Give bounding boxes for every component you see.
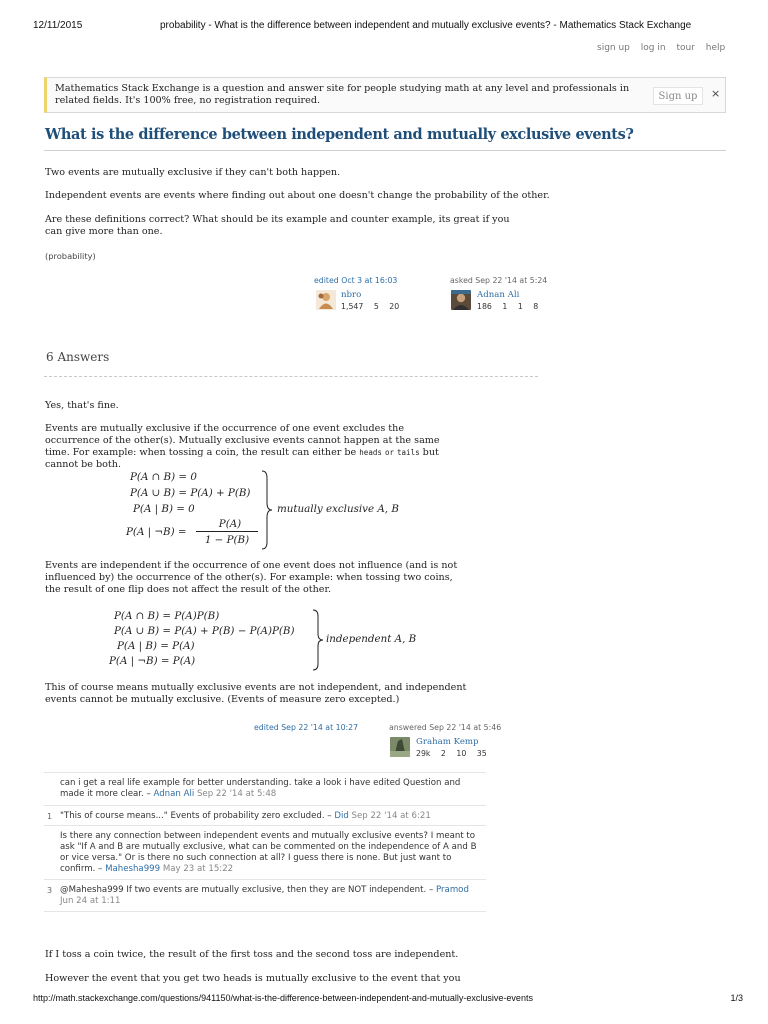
comment-score: 1 — [47, 812, 53, 821]
banner-signup-button[interactable]: Sign up — [653, 87, 703, 105]
answer1-paragraph-4: This of course means mutually exclusive events are not independent, and independent events cannot be mutually exclusive. (Events of measure zero excepted.) — [45, 682, 467, 705]
comment-separator — [44, 805, 486, 806]
comment-text: Is there any connection between independent events and mutually exclusive events? I meant to ask "If A and B are mutually exclusive, what can be commented on the independence of A and B or vice versa." Or is there no such connection at all? I guess there is none. But just want to confirm. – — [60, 831, 477, 874]
eq1-label: mutually exclusive A, B — [277, 503, 399, 515]
eq1-line4-numerator: P(A) — [218, 518, 242, 530]
answerer-avatar-image — [390, 737, 410, 757]
editor-username[interactable]: nbro — [341, 290, 362, 300]
answer1-edited-label[interactable]: edited Sep 22 '14 at 10:27 — [254, 723, 359, 732]
asker-reputation — [477, 302, 538, 311]
eq1-right-brace-icon — [260, 470, 274, 550]
comment-text: @Mahesha999 If two events are mutually exclusive, then they are NOT independent. – — [60, 885, 434, 895]
answerer-badge-count-2: 10 — [456, 749, 467, 758]
print-page-number: 1/3 — [730, 993, 743, 1003]
title-divider — [44, 150, 726, 151]
editor-badge-count-2: 20 — [389, 302, 400, 311]
answerer-badge-count-3: 35 — [476, 749, 487, 758]
question-paragraph-3: Are these definitions correct? What should be its example and counter example, its great if you can give more than one. — [45, 214, 510, 237]
answers-divider — [44, 376, 538, 377]
eq2-label: independent A, B — [326, 633, 417, 645]
eq2-line2: P(A ∪ B) = P(A) + P(B) − P(A)P(B) — [114, 625, 295, 637]
answer1-paragraph-3: Events are independent if the occurrence of one event does not influence (and is not influenced by) the occurrence of the other(s). For example: when tossing two coins, the result of one flip does not affect the result of the other. — [45, 560, 458, 595]
code-heads: heads — [359, 448, 382, 457]
comment-score: 3 — [47, 886, 53, 895]
asker-badge-count-3: 8 — [533, 302, 539, 311]
eq2-line3: P(A | B) = P(A) — [117, 640, 195, 652]
eq1-line1: P(A ∩ B) = 0 — [130, 471, 197, 483]
comment-date[interactable]: Jun 24 at 1:11 — [60, 896, 121, 906]
answer2-paragraph-2: However the event that you get two heads is mutually exclusive to the event that you — [45, 973, 461, 984]
editor-rep-score: 1,547 — [341, 302, 364, 311]
comment-user-link[interactable]: Pramod — [435, 885, 469, 895]
eq2-line4: P(A | ¬B) = P(A) — [109, 655, 196, 667]
question-edited-label[interactable]: edited Oct 3 at 16:03 — [314, 276, 398, 285]
code-or: or — [384, 448, 394, 457]
answerer-rep-score: 29k — [416, 749, 431, 758]
comment-body — [60, 831, 480, 875]
comment-date[interactable]: Sep 22 '14 at 5:48 — [196, 789, 277, 799]
asker-username[interactable]: Adnan Ali — [477, 290, 520, 300]
comments-bottom-rule — [44, 911, 486, 912]
answer1-answered-label: answered Sep 22 '14 at 5:46 — [389, 723, 502, 732]
comment-separator — [44, 879, 486, 880]
question-title[interactable]: What is the difference between independent and mutually exclusive events? — [45, 126, 634, 143]
print-footer — [33, 993, 743, 1003]
eq2-right-brace-icon — [311, 609, 325, 671]
print-header — [0, 0, 768, 30]
nav-help-link[interactable]: help — [705, 43, 726, 53]
comment-user-link[interactable]: Did — [334, 811, 349, 821]
question-tags[interactable]: (probability) — [45, 251, 96, 261]
comment-text: can i get a real life example for better understanding. take a look i have edited Question and made it more clear. – — [60, 778, 461, 799]
eq1-fraction-bar — [196, 531, 258, 532]
code-tails: tails — [397, 448, 420, 457]
comment-separator — [44, 825, 486, 826]
mutually-exclusive-equations — [110, 470, 410, 552]
asker-avatar-image — [451, 290, 471, 310]
banner-text: Mathematics Stack Exchange is a question and answer site for people studying math at any level and professionals in related fields. It's 100% free, no registration required. — [55, 83, 630, 106]
nav-log-in-link[interactable]: log in — [640, 43, 666, 53]
editor-avatar[interactable] — [316, 290, 336, 314]
print-date: 12/11/2015 — [33, 20, 83, 31]
comment-user-link[interactable]: Mahesha999 — [105, 864, 161, 874]
top-nav — [597, 43, 733, 53]
print-footer-url: http://math.stackexchange.com/questions/941150/what-is-the-difference-between-independent-and-mutually-exclusive-events — [33, 993, 533, 1003]
answerer-avatar[interactable] — [390, 737, 410, 761]
question-paragraph-1: Two events are mutually exclusive if they can't both happen. — [45, 167, 341, 178]
asker-avatar[interactable] — [451, 290, 471, 314]
answerer-reputation — [416, 749, 487, 758]
nav-tour-link[interactable]: tour — [676, 43, 695, 53]
print-title: probability - What is the difference between independent and mutually exclusive events? - Mathematics Stack Exchange — [160, 20, 692, 31]
answerer-badge-count-1: 2 — [440, 749, 446, 758]
answer2-paragraph-1: If I toss a coin twice, the result of the first toss and the second toss are independent. — [45, 949, 459, 960]
question-paragraph-2: Independent events are events where finding out about one doesn't change the probability of the other. — [45, 190, 550, 201]
eq1-line4-lhs: P(A | ¬B) = — [126, 526, 187, 538]
question-asked-label: asked Sep 22 '14 at 5:24 — [450, 276, 548, 285]
editor-avatar-image — [316, 290, 336, 310]
signup-banner — [44, 77, 726, 113]
answerer-username[interactable]: Graham Kemp — [416, 737, 479, 747]
comment-date[interactable]: May 23 at 15:22 — [162, 864, 234, 874]
editor-reputation — [341, 302, 399, 311]
answer1-p2-tail: but cannot be both. — [45, 447, 439, 470]
asker-rep-score: 186 — [477, 302, 492, 311]
comments-top-rule — [44, 772, 486, 773]
comment-date[interactable]: Sep 22 '14 at 6:21 — [351, 811, 431, 821]
editor-badge-count-1: 5 — [373, 302, 379, 311]
eq1-line4-denominator: 1 − P(B) — [204, 534, 250, 546]
answers-count-header: 6 Answers — [46, 350, 110, 364]
asker-badge-count-2: 1 — [517, 302, 523, 311]
asker-badge-count-1: 1 — [502, 302, 508, 311]
answer1-paragraph-2 — [45, 423, 455, 471]
eq2-line1: P(A ∩ B) = P(A)P(B) — [114, 610, 220, 622]
banner-close-icon[interactable]: × — [711, 87, 721, 100]
independent-equations — [108, 609, 438, 671]
comment-user-link[interactable]: Adnan Ali — [153, 789, 195, 799]
comment-body — [60, 778, 480, 800]
comment-text: "This of course means..." Events of probability zero excluded. – — [60, 811, 332, 821]
comment-body — [60, 811, 480, 822]
comment-body — [60, 885, 480, 907]
answer1-paragraph-1: Yes, that's fine. — [45, 400, 119, 411]
eq1-line2: P(A ∪ B) = P(A) + P(B) — [130, 487, 251, 499]
eq1-line3: P(A | B) = 0 — [133, 503, 195, 515]
nav-sign-up-link[interactable]: sign up — [597, 43, 630, 53]
answer1-p2-text: Events are mutually exclusive if the occurrence of one event excludes the occurrence of the other(s). Mutually exclusive events cannot happen at the same time. For example: when tossing a coin, the result can either be — [45, 423, 440, 458]
